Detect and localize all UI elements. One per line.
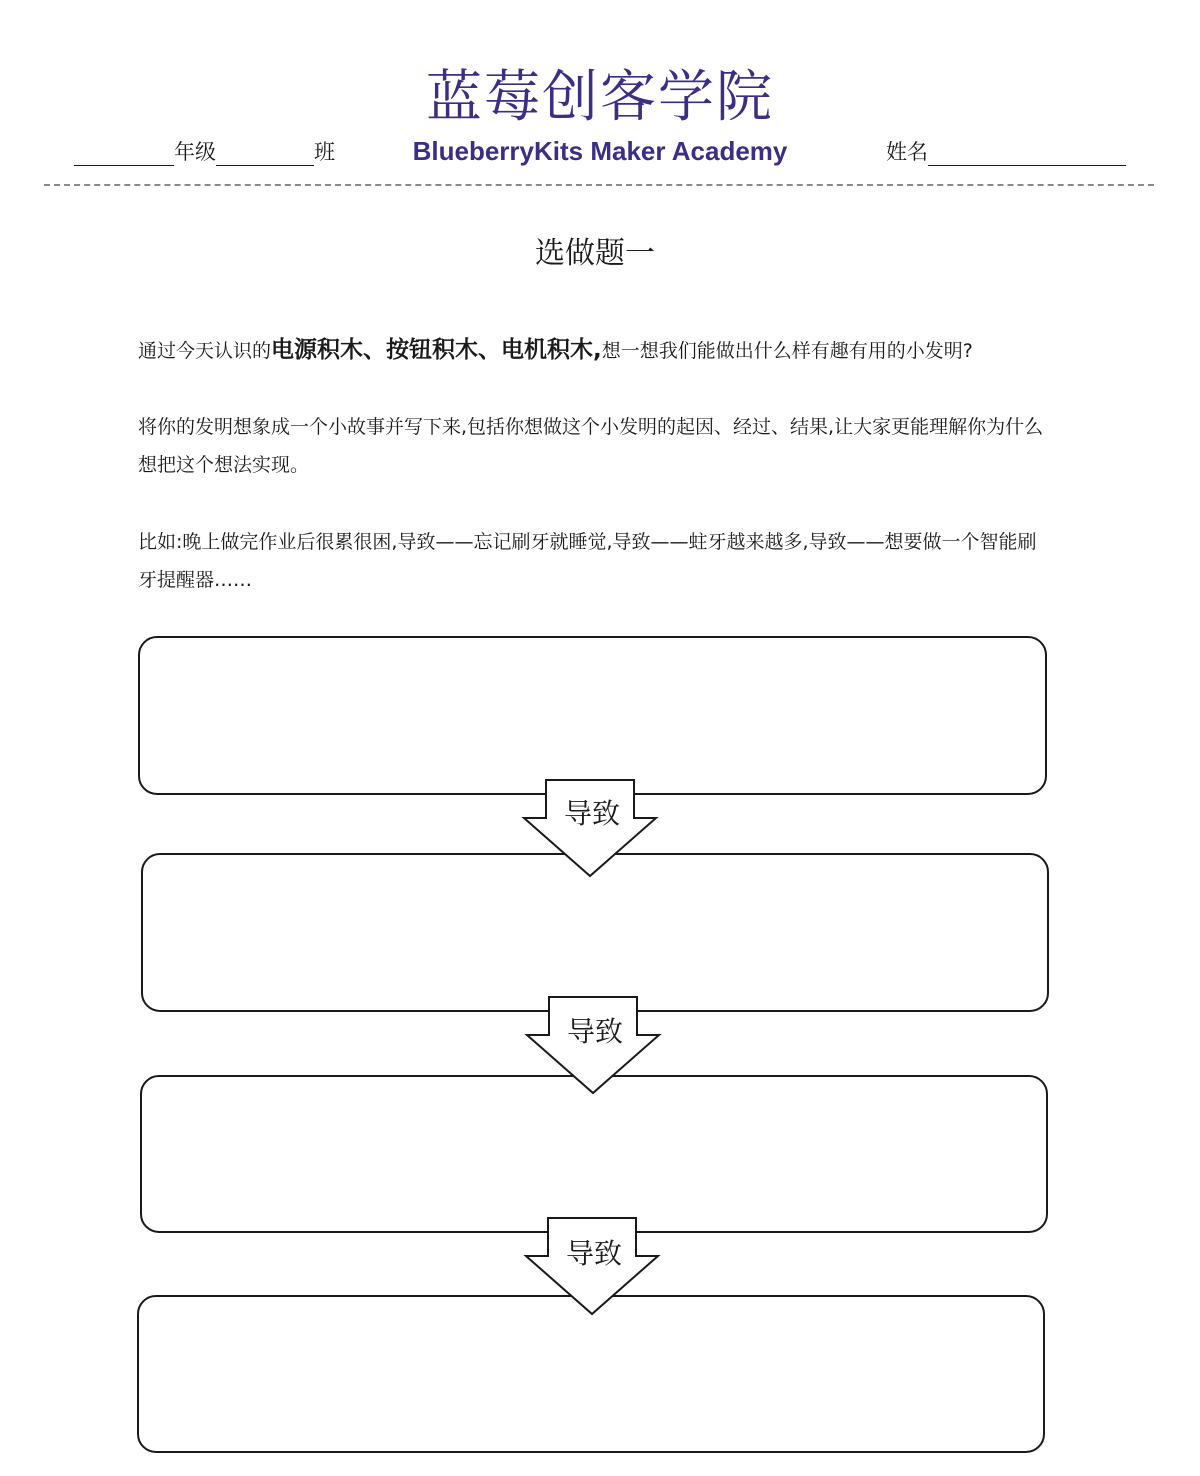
instruction-paragraph-2: 将你的发明想象成一个小故事并写下来,包括你想做这个小发明的起因、经过、结果,让大家更能理解你为什么想把这个想法实现。 — [138, 416, 1044, 476]
instruction-paragraph-3: 比如:晚上做完作业后很累很困,导致——忘记刷牙就睡觉,导致——蛀牙越来越多,导致——想要做一个智能刷牙提醒器…… — [138, 531, 1037, 591]
arrow-label: 导致 — [565, 1237, 622, 1270]
brand-title-cn: 蓝莓创客学院 — [426, 65, 774, 130]
arrow-label: 导致 — [563, 797, 620, 830]
brand-title-en: BlueberryKits Maker Academy — [412, 136, 788, 166]
story-box-2[interactable] — [142, 854, 1048, 1011]
instruction-emphasis: 电源积木、按钮积木、电机积木, — [271, 337, 602, 363]
arrow-label: 导致 — [566, 1015, 623, 1048]
worksheet-title: 选做题一 — [535, 236, 655, 271]
class-label: 班 — [314, 140, 335, 164]
story-box-4[interactable] — [138, 1296, 1044, 1452]
story-box-1[interactable] — [139, 637, 1046, 794]
instruction-text: 通过今天认识的 — [138, 340, 272, 362]
name-label: 姓名 — [886, 140, 928, 164]
instruction-text: 想一想我们能做出什么样有趣有用的小发明? — [601, 340, 973, 362]
story-box-3[interactable] — [141, 1076, 1047, 1232]
grade-label: 年级 — [174, 140, 216, 164]
